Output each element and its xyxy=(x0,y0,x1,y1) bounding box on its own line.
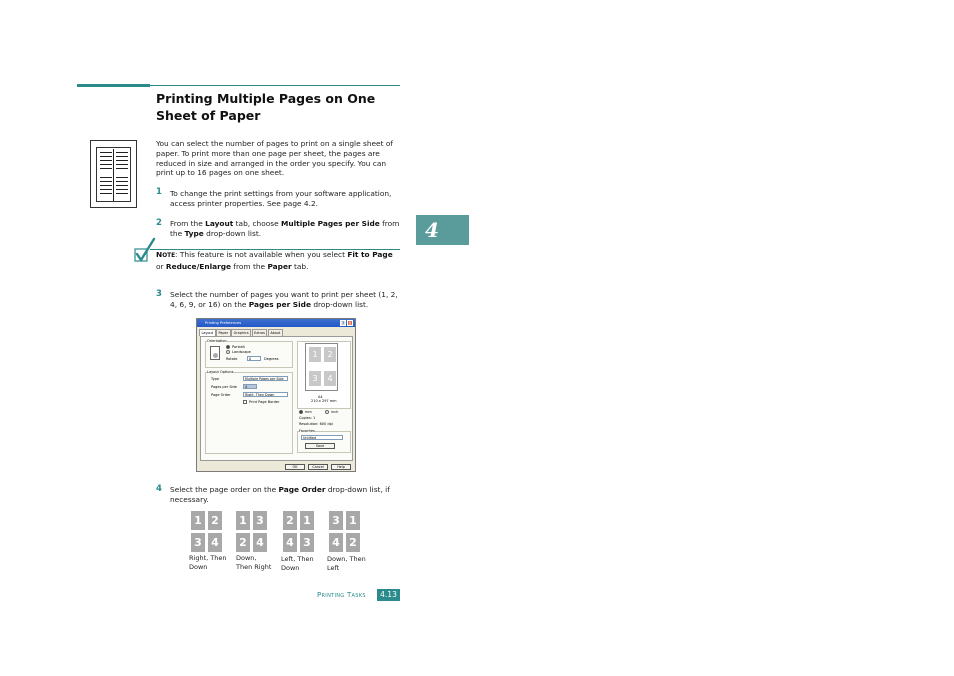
header-rule-thin xyxy=(150,85,400,86)
tab-paper[interactable]: Paper xyxy=(216,329,231,336)
orientation-label: Orientation xyxy=(207,339,227,343)
thumb-line xyxy=(116,156,128,157)
page-title: Printing Multiple Pages on One Sheet of Paper xyxy=(156,91,376,123)
tab-about[interactable]: About xyxy=(268,329,283,336)
order-cell: 1 xyxy=(191,511,205,530)
print-page-border-checkbox[interactable] xyxy=(243,400,247,404)
page-orientation-icon xyxy=(210,346,220,360)
order-cell: 3 xyxy=(191,533,205,552)
unit-inch-label: inch xyxy=(331,410,339,414)
preview-page-cell: 2 xyxy=(324,347,336,362)
thumb-line xyxy=(100,177,112,178)
step-number: 1 xyxy=(156,187,162,197)
chapter-tab: 4 xyxy=(416,215,469,245)
tab-layout[interactable]: Layout xyxy=(199,329,216,336)
step-text: From the Layout tab, choose Multiple Pages per Side from the Type drop-down list. xyxy=(170,219,400,238)
rotate-input[interactable]: 0 xyxy=(247,356,261,361)
order-caption: Down, Then Left xyxy=(327,555,366,572)
dialog-help-button[interactable]: Help xyxy=(331,464,351,470)
thumb-line xyxy=(100,156,112,157)
step-number: 3 xyxy=(156,289,162,299)
unit-mm-radio[interactable] xyxy=(299,410,303,414)
preview-page-cell: 3 xyxy=(309,371,321,386)
footer-page-number: 4.13 xyxy=(377,589,400,601)
page-order-left-then-down xyxy=(282,510,322,572)
thumb-line xyxy=(116,177,128,178)
cancel-button[interactable]: Cancel xyxy=(308,464,328,470)
tab-extras[interactable]: Extras xyxy=(252,329,268,336)
paper-size: 210 x 297 mm xyxy=(311,399,337,403)
pages-per-side-select[interactable]: 4 xyxy=(243,384,257,389)
resolution-label: Resolution: 600 dpi xyxy=(299,422,333,426)
printing-preferences-dialog xyxy=(196,318,356,472)
order-cell: 4 xyxy=(208,533,222,552)
type-label: Type xyxy=(211,377,220,381)
order-cell: 4 xyxy=(329,533,343,552)
order-caption: Right, Then Down xyxy=(189,554,227,571)
order-cell: 3 xyxy=(300,533,314,552)
type-select[interactable]: Multiple Pages per Side xyxy=(243,376,288,381)
step-number: 2 xyxy=(156,218,162,228)
page-order-right-then-down xyxy=(190,510,230,572)
order-cell: 3 xyxy=(329,511,343,530)
order-cell: 1 xyxy=(300,511,314,530)
order-cell: 1 xyxy=(236,511,250,530)
thumb-line xyxy=(100,185,112,186)
order-cell: 4 xyxy=(253,533,267,552)
thumb-line xyxy=(100,193,112,194)
thumb-line xyxy=(100,164,112,165)
footer-section-title: Printing Tasks xyxy=(317,591,366,599)
tab-graphics[interactable]: Graphics xyxy=(231,329,251,336)
page-order-down-then-left xyxy=(328,510,368,572)
favorites-label: Favorites xyxy=(299,429,315,433)
close-button[interactable]: X xyxy=(348,321,352,326)
page-order-label: Page Order xyxy=(211,393,231,397)
thumb-line xyxy=(100,181,112,182)
page-orientation-icon-mark xyxy=(213,353,218,358)
dialog-title: Printing Preferences xyxy=(205,321,242,325)
step-text: Select the number of pages you want to print per sheet (1, 2, 4, 6, 9, or 16) on the Pages per Side drop-down list. xyxy=(170,290,398,309)
rotate-label: Rotate xyxy=(226,357,238,361)
step-text: To change the print settings from your software application, access printer properties. See page 4.2. xyxy=(170,189,392,208)
thumb-line xyxy=(116,152,128,153)
thumb-line xyxy=(100,152,112,153)
note-text: NOTE: This feature is not available when you select Fit to Page or Reduce/Enlarge from the Paper tab. xyxy=(156,250,393,271)
dialog-title-bar xyxy=(197,319,355,327)
ok-button[interactable]: OK xyxy=(285,464,305,470)
sheet-thumbnail-inner xyxy=(96,147,131,202)
order-cell: 3 xyxy=(253,511,267,530)
order-cell: 2 xyxy=(208,511,222,530)
order-caption: Left, Then Down xyxy=(281,555,314,572)
copies-label: Copies: 1 xyxy=(299,416,316,420)
paper-name: A4 xyxy=(318,395,323,399)
portrait-label: Portrait xyxy=(232,345,245,349)
order-cell: 1 xyxy=(346,511,360,530)
order-caption: Down, Then Right xyxy=(236,554,272,571)
layout-options-label: Layout Options xyxy=(207,370,234,374)
preview-page-cell: 1 xyxy=(309,347,321,362)
order-cell: 2 xyxy=(236,533,250,552)
preview-page-cell: 4 xyxy=(324,371,336,386)
save-button[interactable]: Save xyxy=(305,443,335,449)
pages-per-side-label: Pages per Side xyxy=(211,385,237,389)
thumb-line xyxy=(100,168,112,169)
thumb-line xyxy=(100,160,112,161)
thumb-line xyxy=(116,189,128,190)
preview-page xyxy=(305,343,338,391)
page-order-down-then-right xyxy=(235,510,275,572)
favorites-select[interactable]: Untitled xyxy=(301,435,343,440)
order-cell: 2 xyxy=(283,511,297,530)
intro-paragraph: You can select the number of pages to print on a single sheet of paper. To print more than one page per sheet, the pages are reduced in size and arranged in the order you specify. You can print up to 16 pages on one sheet. xyxy=(156,139,393,178)
thumb-line xyxy=(100,189,112,190)
landscape-label: Landscape xyxy=(232,350,251,354)
step-text: Select the page order on the Page Order drop-down list, if necessary. xyxy=(170,485,390,504)
order-cell: 4 xyxy=(283,533,297,552)
unit-mm-label: mm xyxy=(305,410,312,414)
header-rule-thick xyxy=(77,84,150,87)
thumb-line xyxy=(116,160,128,161)
portrait-radio[interactable] xyxy=(226,345,230,349)
unit-inch-radio[interactable] xyxy=(325,410,329,414)
sheet-thumbnail-icon xyxy=(90,140,137,208)
dialog-tabs xyxy=(199,329,283,336)
thumb-line xyxy=(116,185,128,186)
print-page-border-label: Print Page Border xyxy=(249,400,280,404)
step-number: 4 xyxy=(156,484,162,494)
thumb-line xyxy=(116,168,128,169)
thumb-line xyxy=(116,181,128,182)
order-cell: 2 xyxy=(346,533,360,552)
degrees-label: Degrees xyxy=(264,357,279,361)
help-button[interactable]: ? xyxy=(341,321,345,326)
thumb-line xyxy=(116,193,128,194)
checkmark-note-icon xyxy=(134,237,156,265)
page-order-select[interactable]: Right, Then Down xyxy=(243,392,288,397)
thumb-divider xyxy=(113,149,114,201)
thumb-line xyxy=(116,164,128,165)
landscape-radio[interactable] xyxy=(226,350,230,354)
